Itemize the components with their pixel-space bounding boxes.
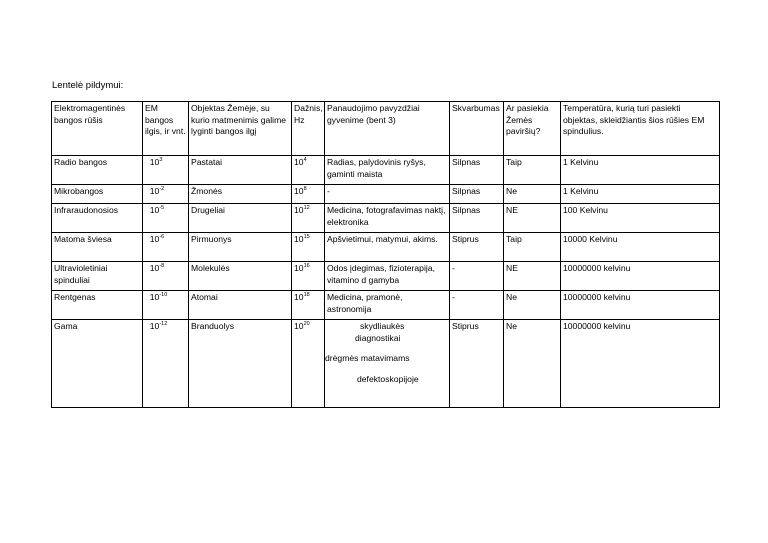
cell-temperature: 10000000 kelvinu (561, 291, 720, 320)
cell-frequency: $10^4$ (292, 156, 325, 185)
cell-usage: Apšvietimui, matymui, akims. (325, 233, 450, 262)
cell-reaches-earth: Taip (504, 156, 561, 185)
cell-temperature: 10000000 kelvinu (561, 262, 720, 291)
table-caption: Lentelė pildymui: (52, 80, 124, 91)
cell-wave-type: Rentgenas (52, 291, 143, 320)
cell-usage: Medicina, fotografavimas naktį, elektronika (325, 204, 450, 233)
table-header-row (52, 102, 720, 156)
cell-earth-object: Atomai (189, 291, 292, 320)
cell-earth-object: Molekulės (189, 262, 292, 291)
cell-temperature: 1 Kelvinu (561, 156, 720, 185)
cell-penetration: Stiprus (450, 320, 504, 408)
cell-usage: Radias, palydovinis ryšys, gaminti maista (325, 156, 450, 185)
header-penetration: Skvarbumas (450, 102, 504, 156)
cell-wave-type: Ultravioletiniai spinduliai (52, 262, 143, 291)
cell-earth-object: Žmonės (189, 185, 292, 204)
cell-wave-type: Matoma šviesa (52, 233, 143, 262)
cell-wavelength: $10^{-8}$ (143, 262, 189, 291)
cell-penetration: Stiprus (450, 233, 504, 262)
cell-wavelength: $10^{-6}$ (143, 233, 189, 262)
cell-wavelength: $10^3$ (143, 156, 189, 185)
cell-reaches-earth: Ne (504, 320, 561, 408)
cell-temperature: 1 Kelvinu (561, 185, 720, 204)
cell-usage: - (325, 185, 450, 204)
cell-wave-type: Gama (52, 320, 143, 408)
cell-usage (325, 320, 450, 408)
header-earth-object: Objektas Žemėje, su kurio matmenimis galime lyginti bangos ilgį (189, 102, 292, 156)
table-row (52, 262, 720, 291)
cell-usage: Medicina, pramonė, astronomija (325, 291, 450, 320)
table-row (52, 320, 720, 408)
cell-frequency: $10^{20}$ (292, 320, 325, 408)
cell-earth-object: Drugeliai (189, 204, 292, 233)
header-temperature: Temperatūra, kurią turi pasiekti objektas, skleidžiantis šios rūšies EM spindulius. (561, 102, 720, 156)
header-reaches-earth: Ar pasiekia Žemės paviršių? (504, 102, 561, 156)
cell-usage: Odos įdegimas, fizioterapija, vitamino d gamyba (325, 262, 450, 291)
cell-temperature: 10000000 kelvinu (561, 320, 720, 408)
header-wave-type: Elektromagentinės bangos rūšis (52, 102, 143, 156)
cell-reaches-earth: Ne (504, 185, 561, 204)
cell-frequency: $10^{15}$ (292, 233, 325, 262)
cell-penetration: - (450, 291, 504, 320)
cell-wavelength: $10^{-2}$ (143, 185, 189, 204)
header-wavelength: EM bangos ilgis, ir vnt. (143, 102, 189, 156)
table-row (52, 204, 720, 233)
cell-wavelength: $10^{-5}$ (143, 204, 189, 233)
cell-temperature: 10000 Kelvinu (561, 233, 720, 262)
cell-penetration: Silpnas (450, 204, 504, 233)
cell-reaches-earth: NE (504, 262, 561, 291)
cell-frequency: $10^{12}$ (292, 204, 325, 233)
cell-penetration: - (450, 262, 504, 291)
cell-temperature: 100 Kelvinu (561, 204, 720, 233)
header-usage: Panaudojimo pavyzdžiai gyvenime (bent 3) (325, 102, 450, 156)
table-row (52, 291, 720, 320)
cell-earth-object: Pirmuonys (189, 233, 292, 262)
cell-reaches-earth: NE (504, 204, 561, 233)
cell-reaches-earth: Ne (504, 291, 561, 320)
usage-line: skydliaukės (360, 321, 405, 331)
cell-frequency: $10^{16}$ (292, 262, 325, 291)
cell-penetration: Silpnas (450, 156, 504, 185)
cell-wavelength: $10^{-10}$ (143, 291, 189, 320)
cell-wave-type: Radio bangos (52, 156, 143, 185)
usage-line: defektoskopijoje (357, 373, 419, 384)
cell-wavelength: $10^{-12}$ (143, 320, 189, 408)
em-waves-table (51, 101, 720, 408)
cell-reaches-earth: Taip (504, 233, 561, 262)
cell-frequency: $10^8$ (292, 185, 325, 204)
usage-line: drėgmės matavimams (325, 353, 410, 363)
usage-line: diagnostikai (355, 332, 401, 343)
cell-penetration: Silpnas (450, 185, 504, 204)
cell-wave-type: Mikrobangos (52, 185, 143, 204)
cell-frequency: $10^{18}$ (292, 291, 325, 320)
cell-wave-type: Infraraudonosios (52, 204, 143, 233)
header-frequency: Dažnis, Hz (292, 102, 325, 156)
cell-earth-object: Pastatai (189, 156, 292, 185)
cell-earth-object: Branduolys (189, 320, 292, 408)
table-row (52, 156, 720, 185)
table-row (52, 185, 720, 204)
table-row (52, 233, 720, 262)
